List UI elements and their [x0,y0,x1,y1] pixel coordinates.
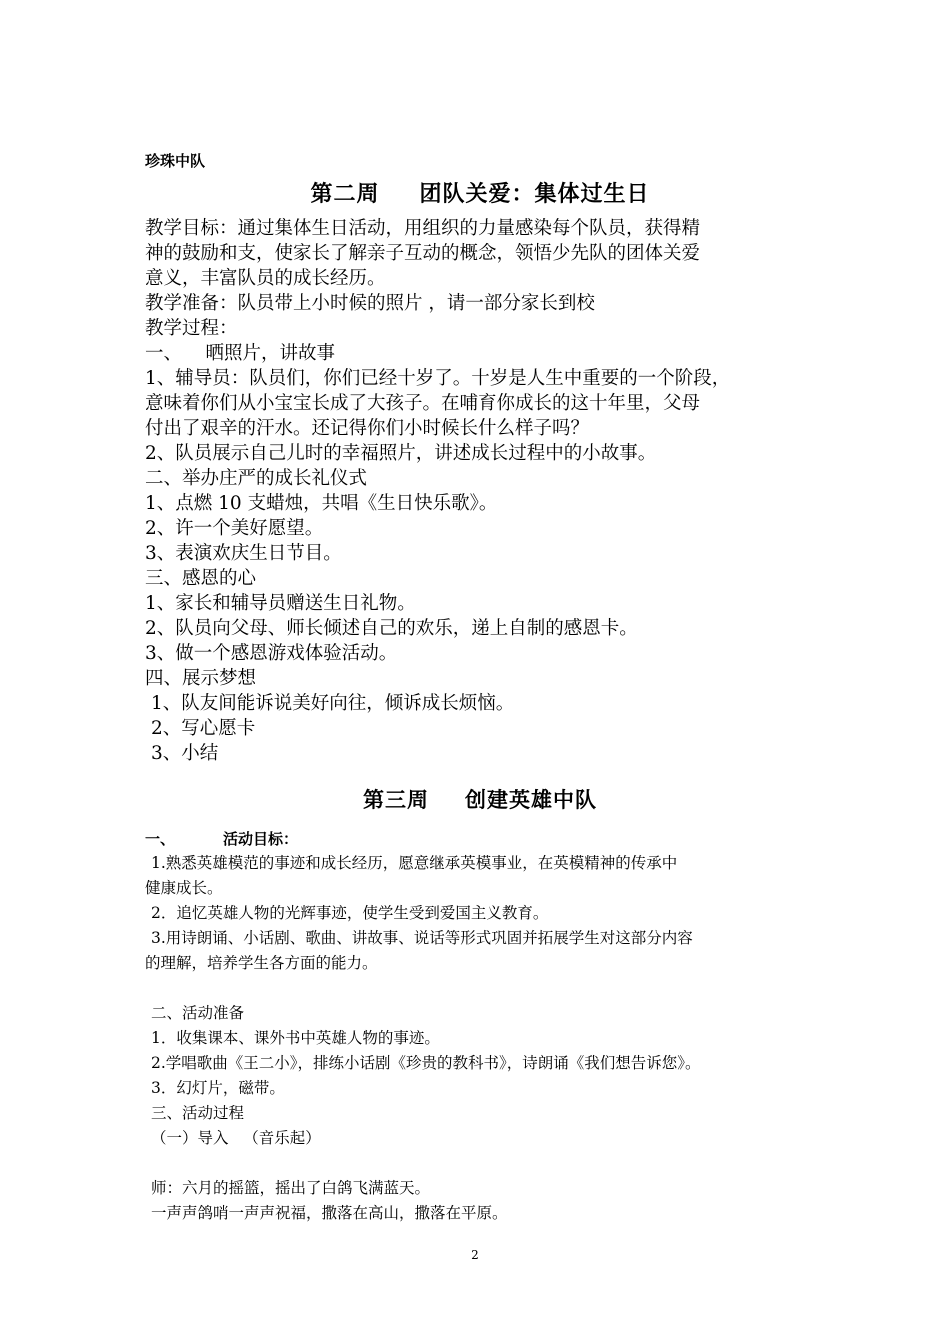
week3-line: 1.熟悉英雄模范的事迹和成长经历，愿意继承英模事业，在英模精神的传承中 [151,854,678,872]
week2-body [145,216,815,766]
week2-line: 意义，丰富队员的成长经历。 [145,268,386,289]
week3-line: （一）导入 （音乐起） [151,1129,321,1147]
week2-line: 教学目标：通过集体生日活动，用组织的力量感染每个队员，获得精 [145,218,701,239]
week2-line: 1、辅导员：队员们，你们已经十岁了。十岁是人生中重要的一个阶段， [145,368,731,389]
week3-title-topic: 创建英雄中队 [465,788,597,812]
week2-line: 三、感恩的心 [145,568,257,589]
week2-line: 二、举办庄严的成长礼仪式 [145,468,368,489]
week3-subheading-number: 一、 [145,830,176,848]
week2-title [145,177,815,208]
week3-title [145,784,815,814]
week3-body [145,851,815,1226]
document-page [145,150,815,1226]
week2-line: 教学准备：队员带上小时候的照片 ，请一部分家长到校 [145,293,595,314]
blank-line [145,976,815,1001]
week3-title-week: 第三周 [363,788,429,812]
week2-line: 一、 晒照片，讲故事 [145,343,336,364]
week3-line: 2．追忆英雄人物的光辉事迹，使学生受到爱国主义教育。 [151,904,549,922]
week3-line: 一声声鸽哨一声声祝福，撒落在高山，撒落在平原。 [151,1204,508,1222]
week2-line: 2、许一个美好愿望。 [145,518,324,539]
week2-line: 3、表演欢庆生日节目。 [145,543,342,564]
week2-line: 2、写心愿卡 [151,718,256,739]
week2-line: 2、队员展示自己儿时的幸福照片，讲述成长过程中的小故事。 [145,443,657,464]
week3-line: 1．收集课本、课外书中英雄人物的事迹。 [151,1029,440,1047]
blank-line [145,1151,815,1176]
week2-line: 1、点燃 10 支蜡烛，共唱《生日快乐歌》。 [145,493,498,514]
week2-line: 3、做一个感恩游戏体验活动。 [145,643,398,664]
week3-subheading-label: 活动目标： [223,830,299,848]
week3-line: 3．幻灯片，磁带。 [151,1079,285,1097]
week2-line: 意味着你们从小宝宝长成了大孩子。在哺育你成长的这十年里，父母 [145,393,701,414]
week3-line: 三、活动过程 [151,1104,245,1122]
week3-line: 健康成长。 [145,879,223,897]
week3-line: 二、活动准备 [151,1004,245,1022]
squad-name: 珍珠中队 [145,152,206,170]
week2-line: 教学过程： [145,318,238,339]
week2-line: 付出了艰辛的汗水。还记得你们小时候长什么样子吗？ [145,418,590,439]
week2-line: 1、家长和辅导员赠送生日礼物。 [145,593,416,614]
page-number: 2 [471,1248,479,1262]
week3-line: 的理解，培养学生各方面的能力。 [145,954,378,972]
week3-line: 师：六月的摇篮，摇出了白鸽飞满蓝天。 [151,1179,431,1197]
week2-line: 3、小结 [151,743,219,764]
week2-title-topic: 团队关爱：集体过生日 [419,182,650,207]
week3-subheading [145,828,815,849]
week2-line: 四、展示梦想 [145,668,257,689]
week2-line: 1、队友间能诉说美好向往，倾诉成长烦恼。 [151,693,515,714]
week2-line: 神的鼓励和支，使家长了解亲子互动的概念，领悟少先队的团体关爱 [145,243,701,264]
week3-line: 3.用诗朗诵、小话剧、歌曲、讲故事、说话等形式巩固并拓展学生对这部分内容 [151,929,693,947]
week2-line: 2、队员向父母、师长倾述自己的欢乐，递上自制的感恩卡。 [145,618,638,639]
week2-title-week: 第二周 [310,182,380,207]
week3-line: 2.学唱歌曲《王二小》，排练小话剧《珍贵的教科书》，诗朗诵《我们想告诉您》。 [151,1054,701,1072]
